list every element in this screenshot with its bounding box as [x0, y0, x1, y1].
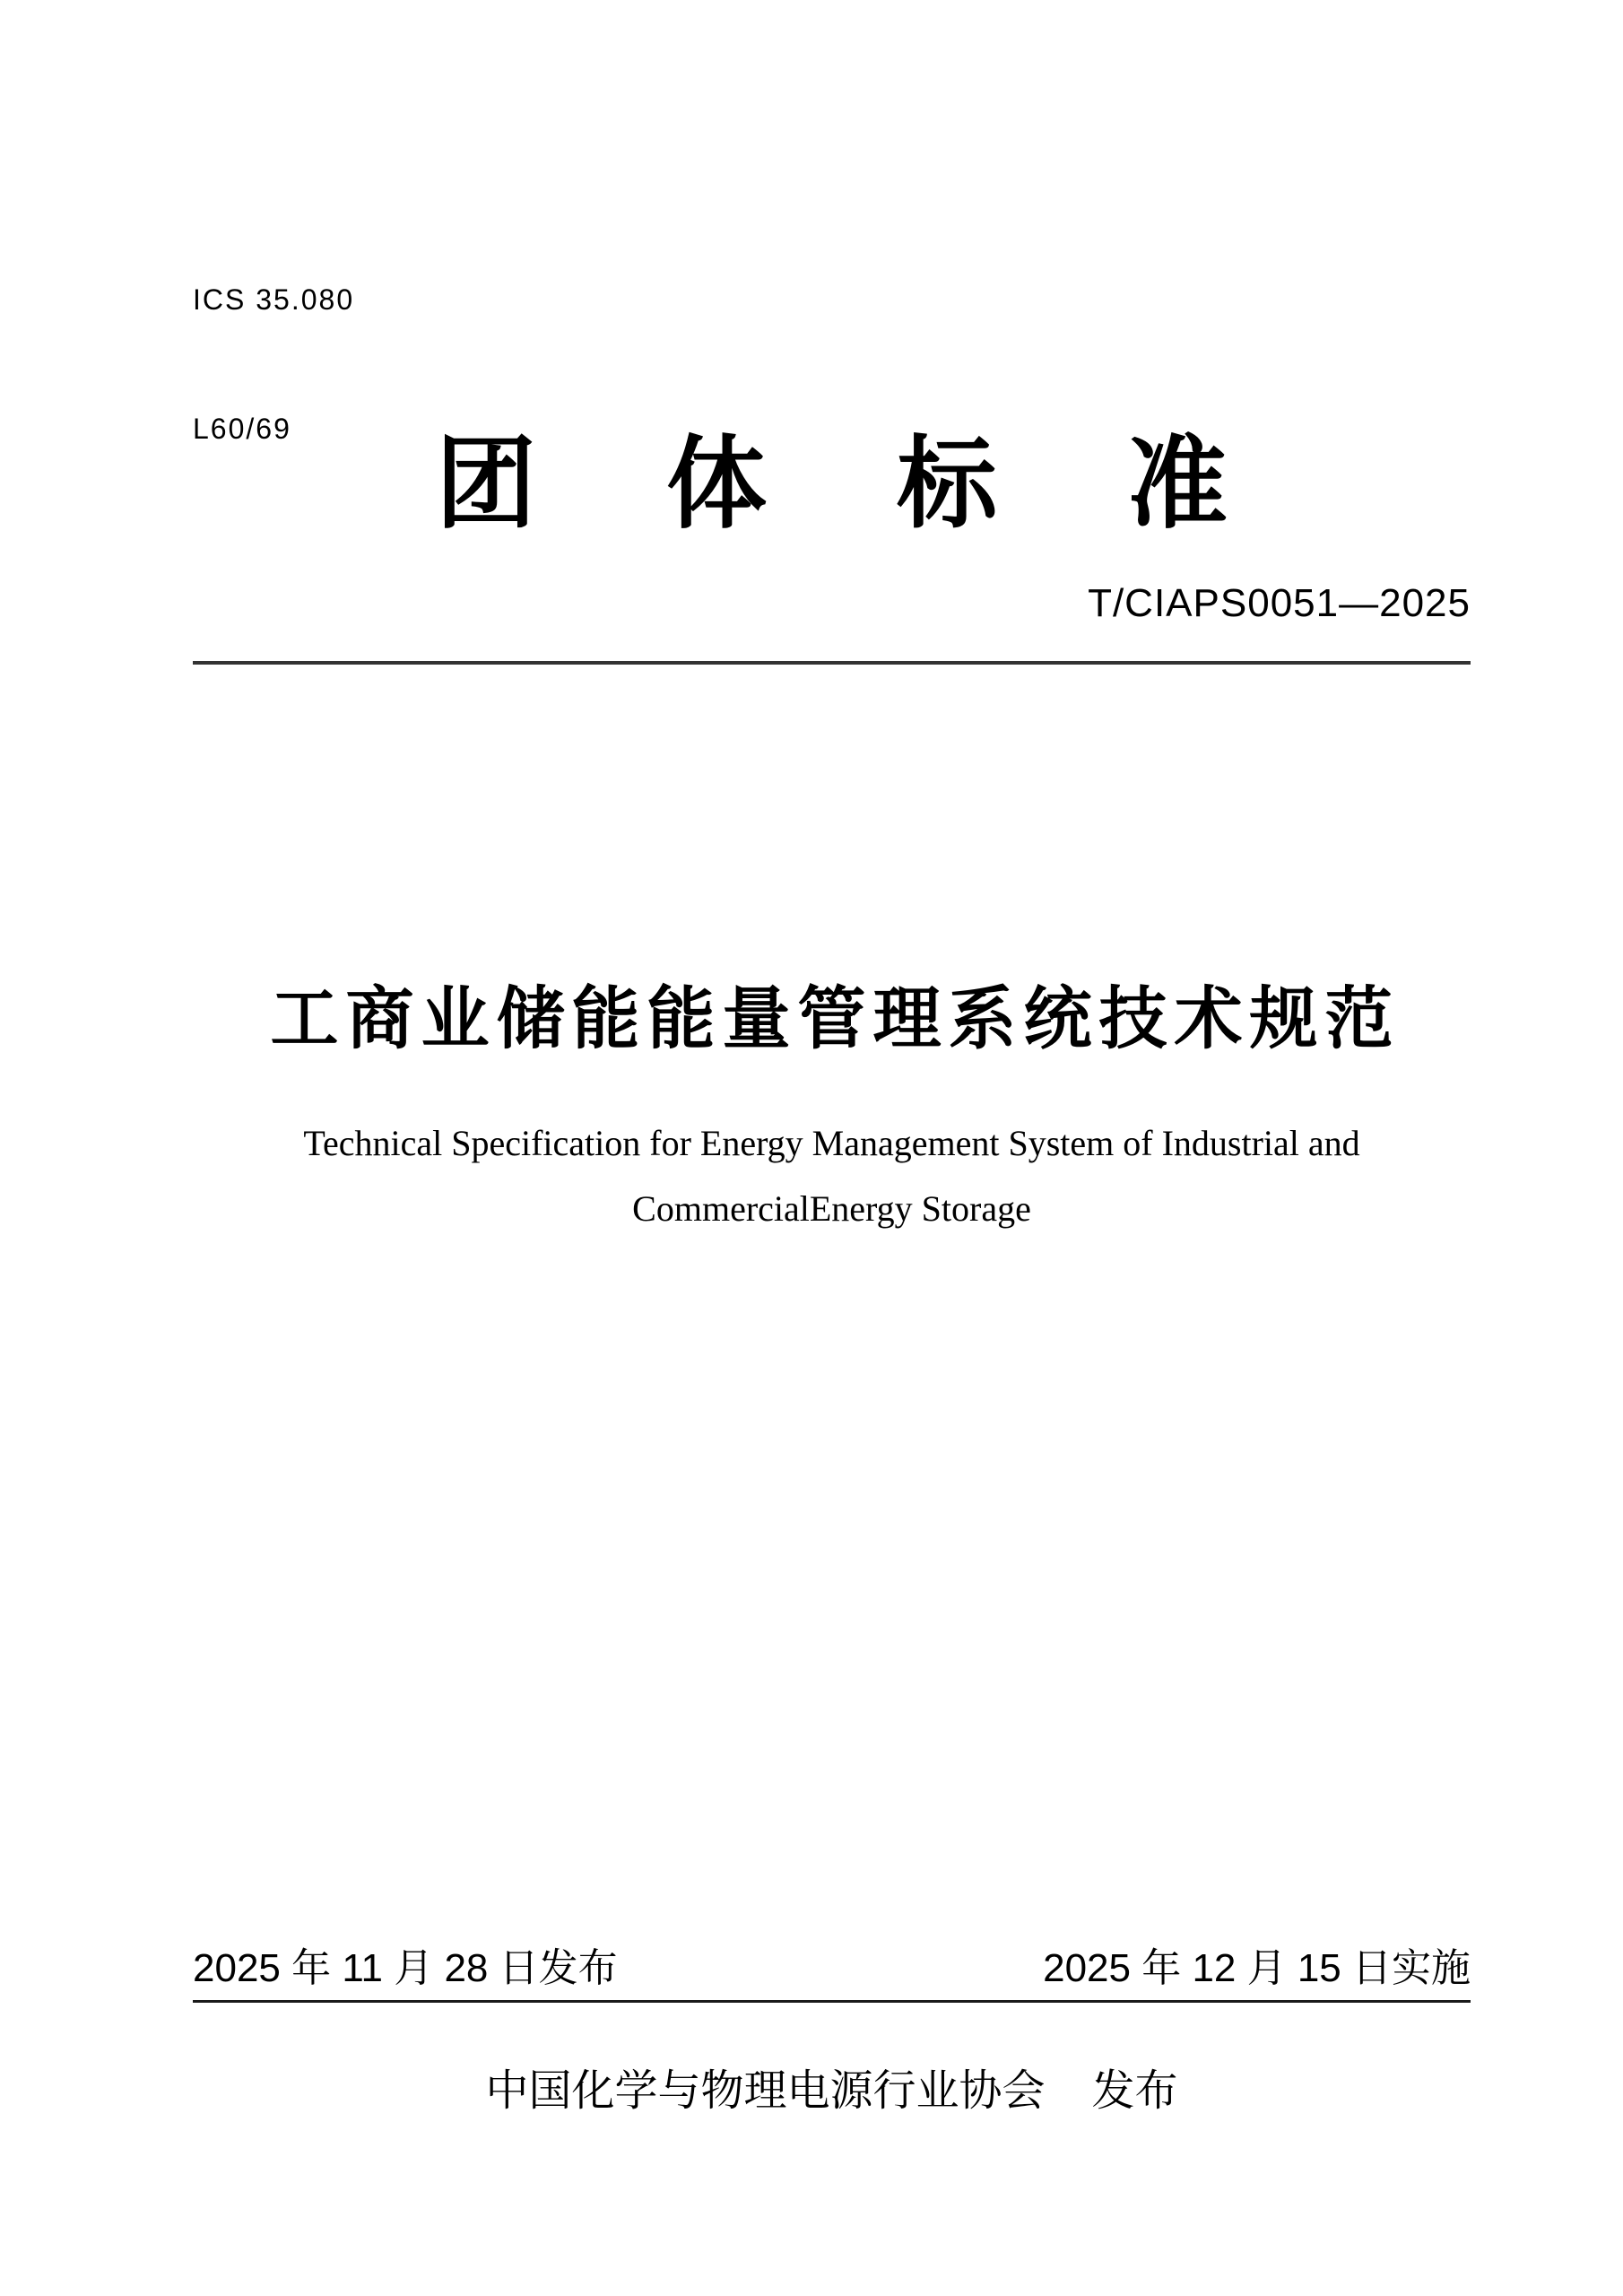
classification-code-label: L60/69	[193, 413, 291, 445]
publisher-row	[193, 2056, 1471, 2118]
doc-type-title: 团体标准	[436, 428, 1358, 540]
publish-action-label: 发布	[1091, 2067, 1178, 2115]
standard-number: T/CIAPS0051—2025	[1088, 581, 1471, 625]
issue-date-label: 2025 年 11 月 28 日发布	[193, 1946, 618, 1990]
standard-title-en-line2: CommercialEnergy Storage	[632, 1188, 1031, 1229]
implementation-date-label: 2025 年 12 月 15 日实施	[1043, 1946, 1471, 1990]
bottom-rule-divider	[193, 2000, 1471, 2003]
publisher-name: 中国化学与物理电源行业协会	[485, 2067, 1046, 2115]
top-rule-divider	[193, 661, 1471, 665]
standard-title-en	[193, 1110, 1471, 1241]
standard-title-en-line1: Technical Specification for Energy Management System of Industrial and	[303, 1123, 1360, 1163]
standard-title-zh: 工商业储能能量管理系统技术规范	[270, 981, 1401, 1057]
date-row	[193, 1935, 1471, 1993]
ics-code-label: ICS 35.080	[193, 283, 355, 316]
